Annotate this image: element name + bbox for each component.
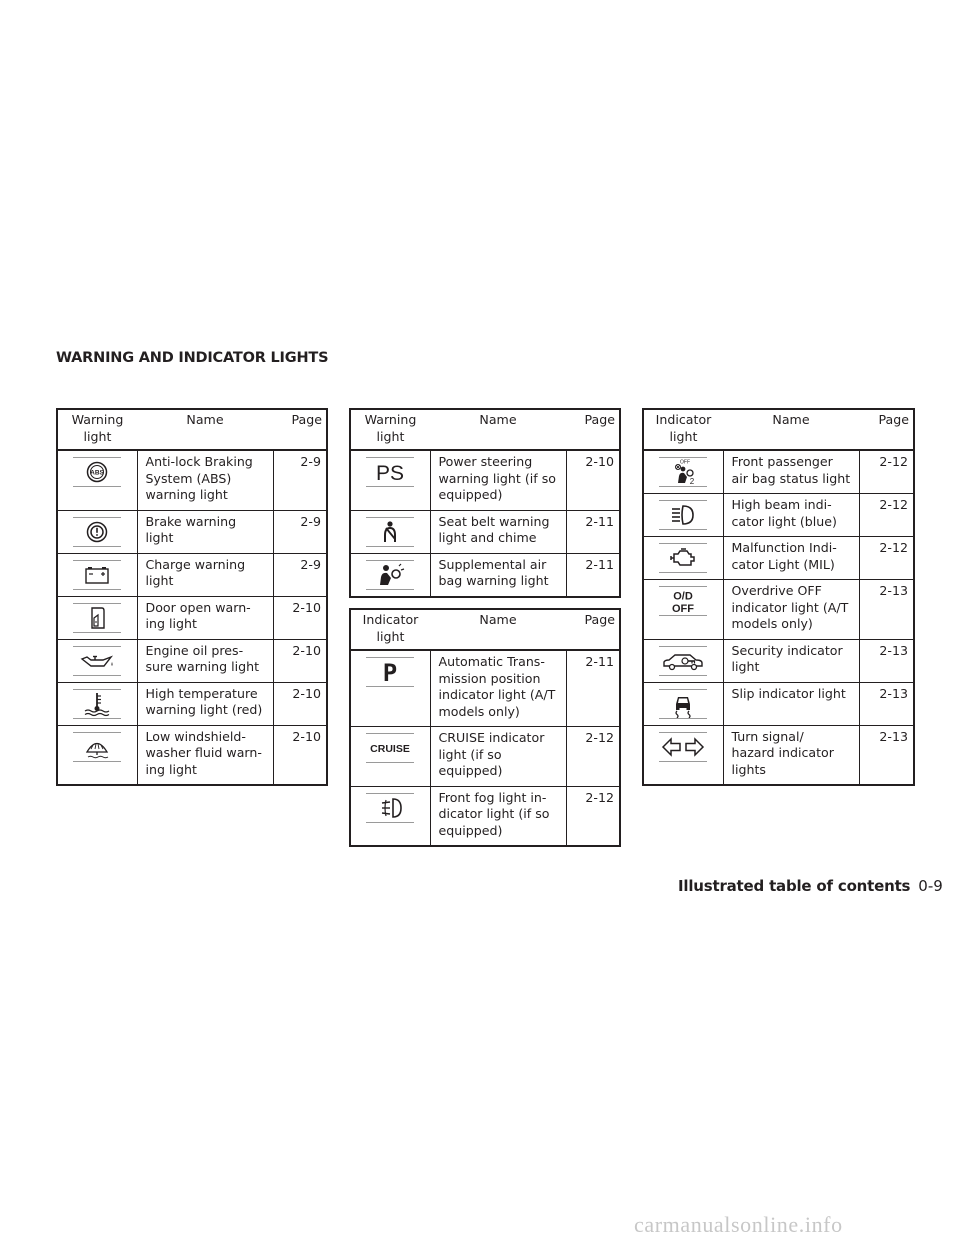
table-row: [643, 494, 914, 537]
page-ref[interactable]: 2-9: [273, 553, 327, 596]
table-row: [57, 596, 327, 639]
security-car-icon: [659, 646, 707, 676]
light-name: Overdrive OFF indicator light (A/T models only): [723, 580, 859, 640]
table-row: [57, 450, 327, 510]
footer-title: Illustrated table of contents: [678, 877, 911, 895]
overdrive-off-icon: [659, 586, 707, 616]
footer-page-number: 0-9: [918, 877, 943, 895]
table-header-row: [643, 409, 914, 450]
seat-belt-icon: [366, 517, 414, 547]
abs-icon: [73, 457, 121, 487]
passenger-air-bag-off-icon-text-2: 2: [690, 477, 695, 486]
table-row: [57, 510, 327, 553]
page-ref[interactable]: 2-12: [859, 450, 914, 494]
indicator-lights-table-2: [642, 408, 915, 786]
battery-charge-icon: [73, 560, 121, 590]
page-ref[interactable]: 2-12: [859, 494, 914, 537]
page-ref[interactable]: 2-10: [292, 728, 321, 744]
header-icon: Warning light: [350, 409, 430, 450]
watermark: carmanualsonline.info: [634, 1212, 843, 1237]
light-name: Front fog light in- dicator light (if so equipped): [430, 786, 566, 846]
light-name: High beam indi- cator light (blue): [723, 494, 859, 537]
header-icon: Warning light: [57, 409, 137, 450]
light-name: Brake warning light: [137, 510, 273, 553]
table-row: [57, 682, 327, 725]
svg-text:ABS: ABS: [90, 469, 105, 477]
transmission-position-icon: [366, 657, 414, 687]
page-ref[interactable]: 2-9: [273, 510, 327, 553]
header-page: Page: [859, 409, 914, 450]
header-page: Page: [273, 409, 327, 450]
indicator-lights-table: [349, 608, 621, 847]
washer-fluid-icon: [73, 732, 121, 762]
page-ref[interactable]: 2-11: [585, 556, 614, 572]
light-name: Slip indicator light: [723, 682, 859, 725]
high-beam-icon: [659, 500, 707, 530]
table-row: [57, 639, 327, 682]
page-ref[interactable]: 2-9: [273, 450, 327, 510]
cruise-icon-text: CRUISE: [370, 743, 411, 755]
header-page: Page: [566, 409, 620, 450]
warning-lights-table-2: [349, 408, 621, 598]
page-ref[interactable]: 2-12: [566, 727, 620, 787]
page-ref[interactable]: 2-10: [273, 596, 327, 639]
light-name: Low windshield- washer fluid warn- ing light: [137, 725, 273, 785]
page-ref[interactable]: 2-13: [879, 728, 908, 744]
page-ref[interactable]: 2-11: [566, 510, 620, 553]
passenger-air-bag-off-icon-text: OFF: [680, 459, 691, 466]
page-ref[interactable]: 2-13: [859, 639, 914, 682]
light-name: CRUISE indicator light (if so equipped): [430, 727, 566, 787]
table-row: [643, 580, 914, 640]
table-row: [643, 537, 914, 580]
light-name: Automatic Trans- mission position indicator light (A/T models only): [430, 650, 566, 727]
page-ref[interactable]: 2-12: [859, 537, 914, 580]
overdrive-off-icon-text: O/D: [673, 590, 694, 603]
power-steering-icon-text: PS: [376, 462, 405, 485]
header-name: Name: [430, 609, 566, 650]
check-engine-icon: [659, 543, 707, 573]
table-header-row: [350, 409, 620, 450]
table-row: [643, 639, 914, 682]
light-name: Door open warn- ing light: [137, 596, 273, 639]
header-name: Name: [430, 409, 566, 450]
overdrive-off-icon-text-2: OFF: [672, 603, 695, 615]
light-name: Power steering warning light (if so equipped): [430, 450, 566, 510]
slip-icon: [659, 689, 707, 719]
door-open-icon: [73, 603, 121, 633]
page-ref[interactable]: 2-10: [566, 450, 620, 510]
page-ref[interactable]: 2-10: [273, 639, 327, 682]
header-name: Name: [723, 409, 859, 450]
page-ref[interactable]: 2-13: [859, 682, 914, 725]
header-page: Page: [566, 609, 620, 650]
table-row: [57, 725, 327, 785]
turn-signal-icon: [659, 732, 707, 762]
table-header-row: [350, 609, 620, 650]
section-title: WARNING AND INDICATOR LIGHTS: [56, 350, 329, 366]
oil-can-icon: [73, 646, 121, 676]
brake-warning-icon: [73, 517, 121, 547]
table-row: [350, 553, 620, 597]
warning-lights-table: [56, 408, 328, 786]
passenger-air-bag-off-icon: [659, 457, 707, 487]
light-name: Engine oil pres- sure warning light: [137, 639, 273, 682]
table-row: [57, 553, 327, 596]
table-row: [643, 725, 914, 785]
page-ref[interactable]: 2-10: [273, 682, 327, 725]
table-row: [350, 727, 620, 787]
light-name: Malfunction Indi- cator Light (MIL): [723, 537, 859, 580]
light-name: Front passenger air bag status light: [723, 450, 859, 494]
table-row: [350, 450, 620, 510]
front-fog-light-icon: [366, 793, 414, 823]
air-bag-icon: [366, 560, 414, 590]
page-footer: [678, 877, 943, 895]
page-ref[interactable]: 2-11: [566, 650, 620, 727]
transmission-position-icon-text: P: [383, 659, 398, 686]
header-icon: Indicator light: [643, 409, 723, 450]
light-name: Charge warning light: [137, 553, 273, 596]
light-name: High temperature warning light (red): [137, 682, 273, 725]
power-steering-icon: [366, 457, 414, 487]
table-row: [350, 650, 620, 727]
table-row: [643, 682, 914, 725]
table-row: [350, 510, 620, 553]
page-ref[interactable]: 2-13: [859, 580, 914, 640]
cruise-icon: [366, 733, 414, 763]
page-ref[interactable]: 2-12: [585, 789, 614, 805]
table-row: [350, 786, 620, 846]
light-name: Security indicator light: [723, 639, 859, 682]
light-name: Seat belt warning light and chime: [430, 510, 566, 553]
table-header-row: [57, 409, 327, 450]
header-name: Name: [137, 409, 273, 450]
coolant-temperature-icon: [73, 689, 121, 719]
header-icon: Indicator light: [350, 609, 430, 650]
light-name: Supplemental air bag warning light: [430, 553, 566, 597]
table-row: [643, 450, 914, 494]
light-name: Anti-lock Braking System (ABS) warning light: [137, 450, 273, 510]
light-name: Turn signal/ hazard indicator lights: [723, 725, 859, 785]
